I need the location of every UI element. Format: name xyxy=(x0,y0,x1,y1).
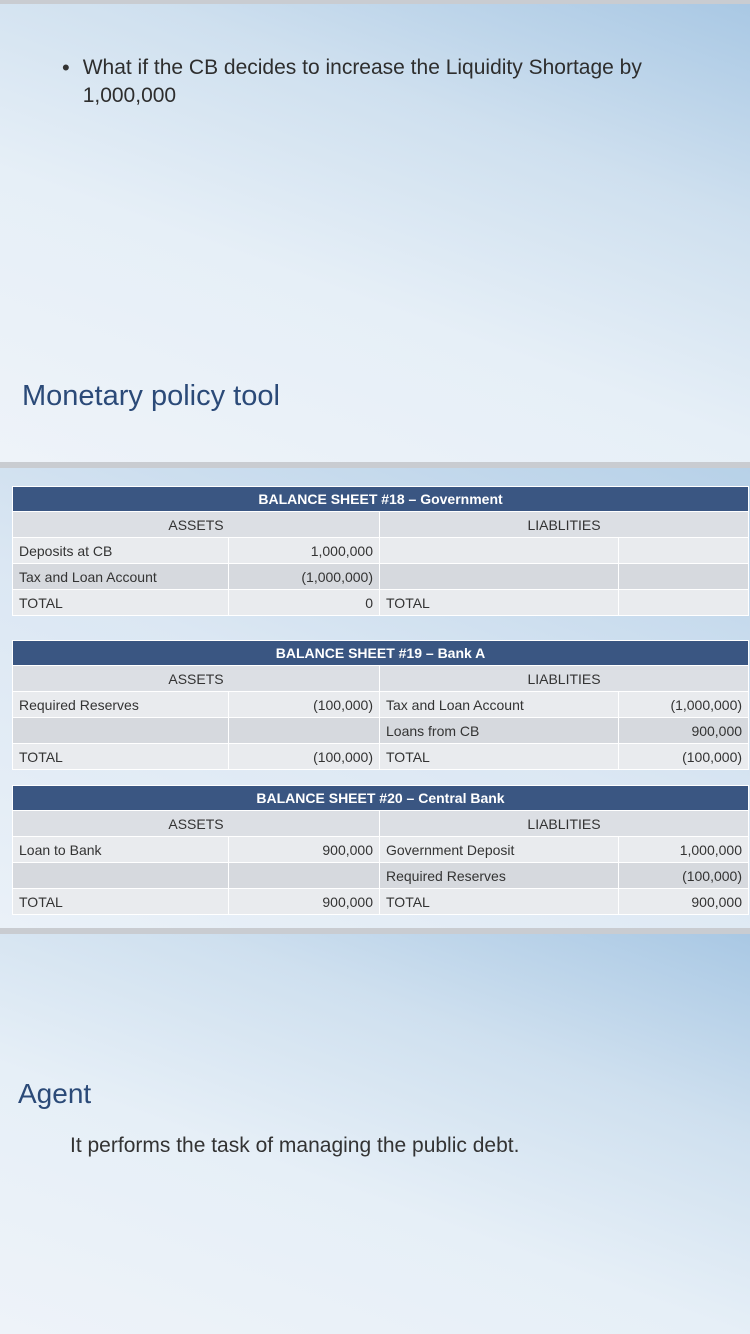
cell: (100,000) xyxy=(619,863,749,889)
slide-agent xyxy=(0,934,750,1334)
bullet-icon: • xyxy=(62,55,70,80)
cell xyxy=(619,590,749,616)
cell xyxy=(619,538,749,564)
liabilities-header: LIABLITIES xyxy=(380,811,749,837)
cell xyxy=(13,863,229,889)
cell: 1,000,000 xyxy=(619,837,749,863)
sheet-title: BALANCE SHEET #19 – Bank A xyxy=(13,641,749,666)
cell: Government Deposit xyxy=(380,837,619,863)
cell: 900,000 xyxy=(619,889,749,915)
slide-body-text: It performs the task of managing the public debt. xyxy=(70,1134,520,1157)
balance-sheet-central-bank xyxy=(12,785,749,915)
assets-header: ASSETS xyxy=(13,666,380,692)
cell: TOTAL xyxy=(380,590,619,616)
slide-title: Agent xyxy=(18,1078,92,1109)
cell: TOTAL xyxy=(13,590,229,616)
cell: (1,000,000) xyxy=(229,564,380,590)
cell: (100,000) xyxy=(619,744,749,770)
cell: 900,000 xyxy=(229,837,380,863)
cell xyxy=(229,718,380,744)
slide-title: Monetary policy tool xyxy=(22,380,280,412)
liabilities-header: LIABLITIES xyxy=(380,512,749,538)
cell: (1,000,000) xyxy=(619,692,749,718)
cell: Loan to Bank xyxy=(13,837,229,863)
cell: 0 xyxy=(229,590,380,616)
slide-balance-sheets xyxy=(0,468,750,928)
bullet-item xyxy=(62,54,702,110)
cell xyxy=(13,718,229,744)
cell xyxy=(229,863,380,889)
cell xyxy=(380,564,619,590)
bullet-text: What if the CB decides to increase the Liquidity Shortage by 1,000,000 xyxy=(82,56,642,107)
cell xyxy=(380,538,619,564)
cell: TOTAL xyxy=(380,744,619,770)
cell: Tax and Loan Account xyxy=(380,692,619,718)
balance-sheet-government xyxy=(12,486,749,616)
cell: TOTAL xyxy=(380,889,619,915)
assets-header: ASSETS xyxy=(13,811,380,837)
cell: 900,000 xyxy=(619,718,749,744)
slide-liquidity-question xyxy=(0,4,750,462)
sheet-title: BALANCE SHEET #20 – Central Bank xyxy=(13,786,749,811)
cell: 900,000 xyxy=(229,889,380,915)
cell: Required Reserves xyxy=(380,863,619,889)
cell: (100,000) xyxy=(229,744,380,770)
cell xyxy=(619,564,749,590)
cell: Tax and Loan Account xyxy=(13,564,229,590)
cell: Deposits at CB xyxy=(13,538,229,564)
cell: (100,000) xyxy=(229,692,380,718)
liabilities-header: LIABLITIES xyxy=(380,666,749,692)
cell: TOTAL xyxy=(13,889,229,915)
sheet-title: BALANCE SHEET #18 – Government xyxy=(13,487,749,512)
cell: TOTAL xyxy=(13,744,229,770)
cell: Required Reserves xyxy=(13,692,229,718)
balance-sheet-bank-a xyxy=(12,640,749,770)
assets-header: ASSETS xyxy=(13,512,380,538)
cell: 1,000,000 xyxy=(229,538,380,564)
cell: Loans from CB xyxy=(380,718,619,744)
